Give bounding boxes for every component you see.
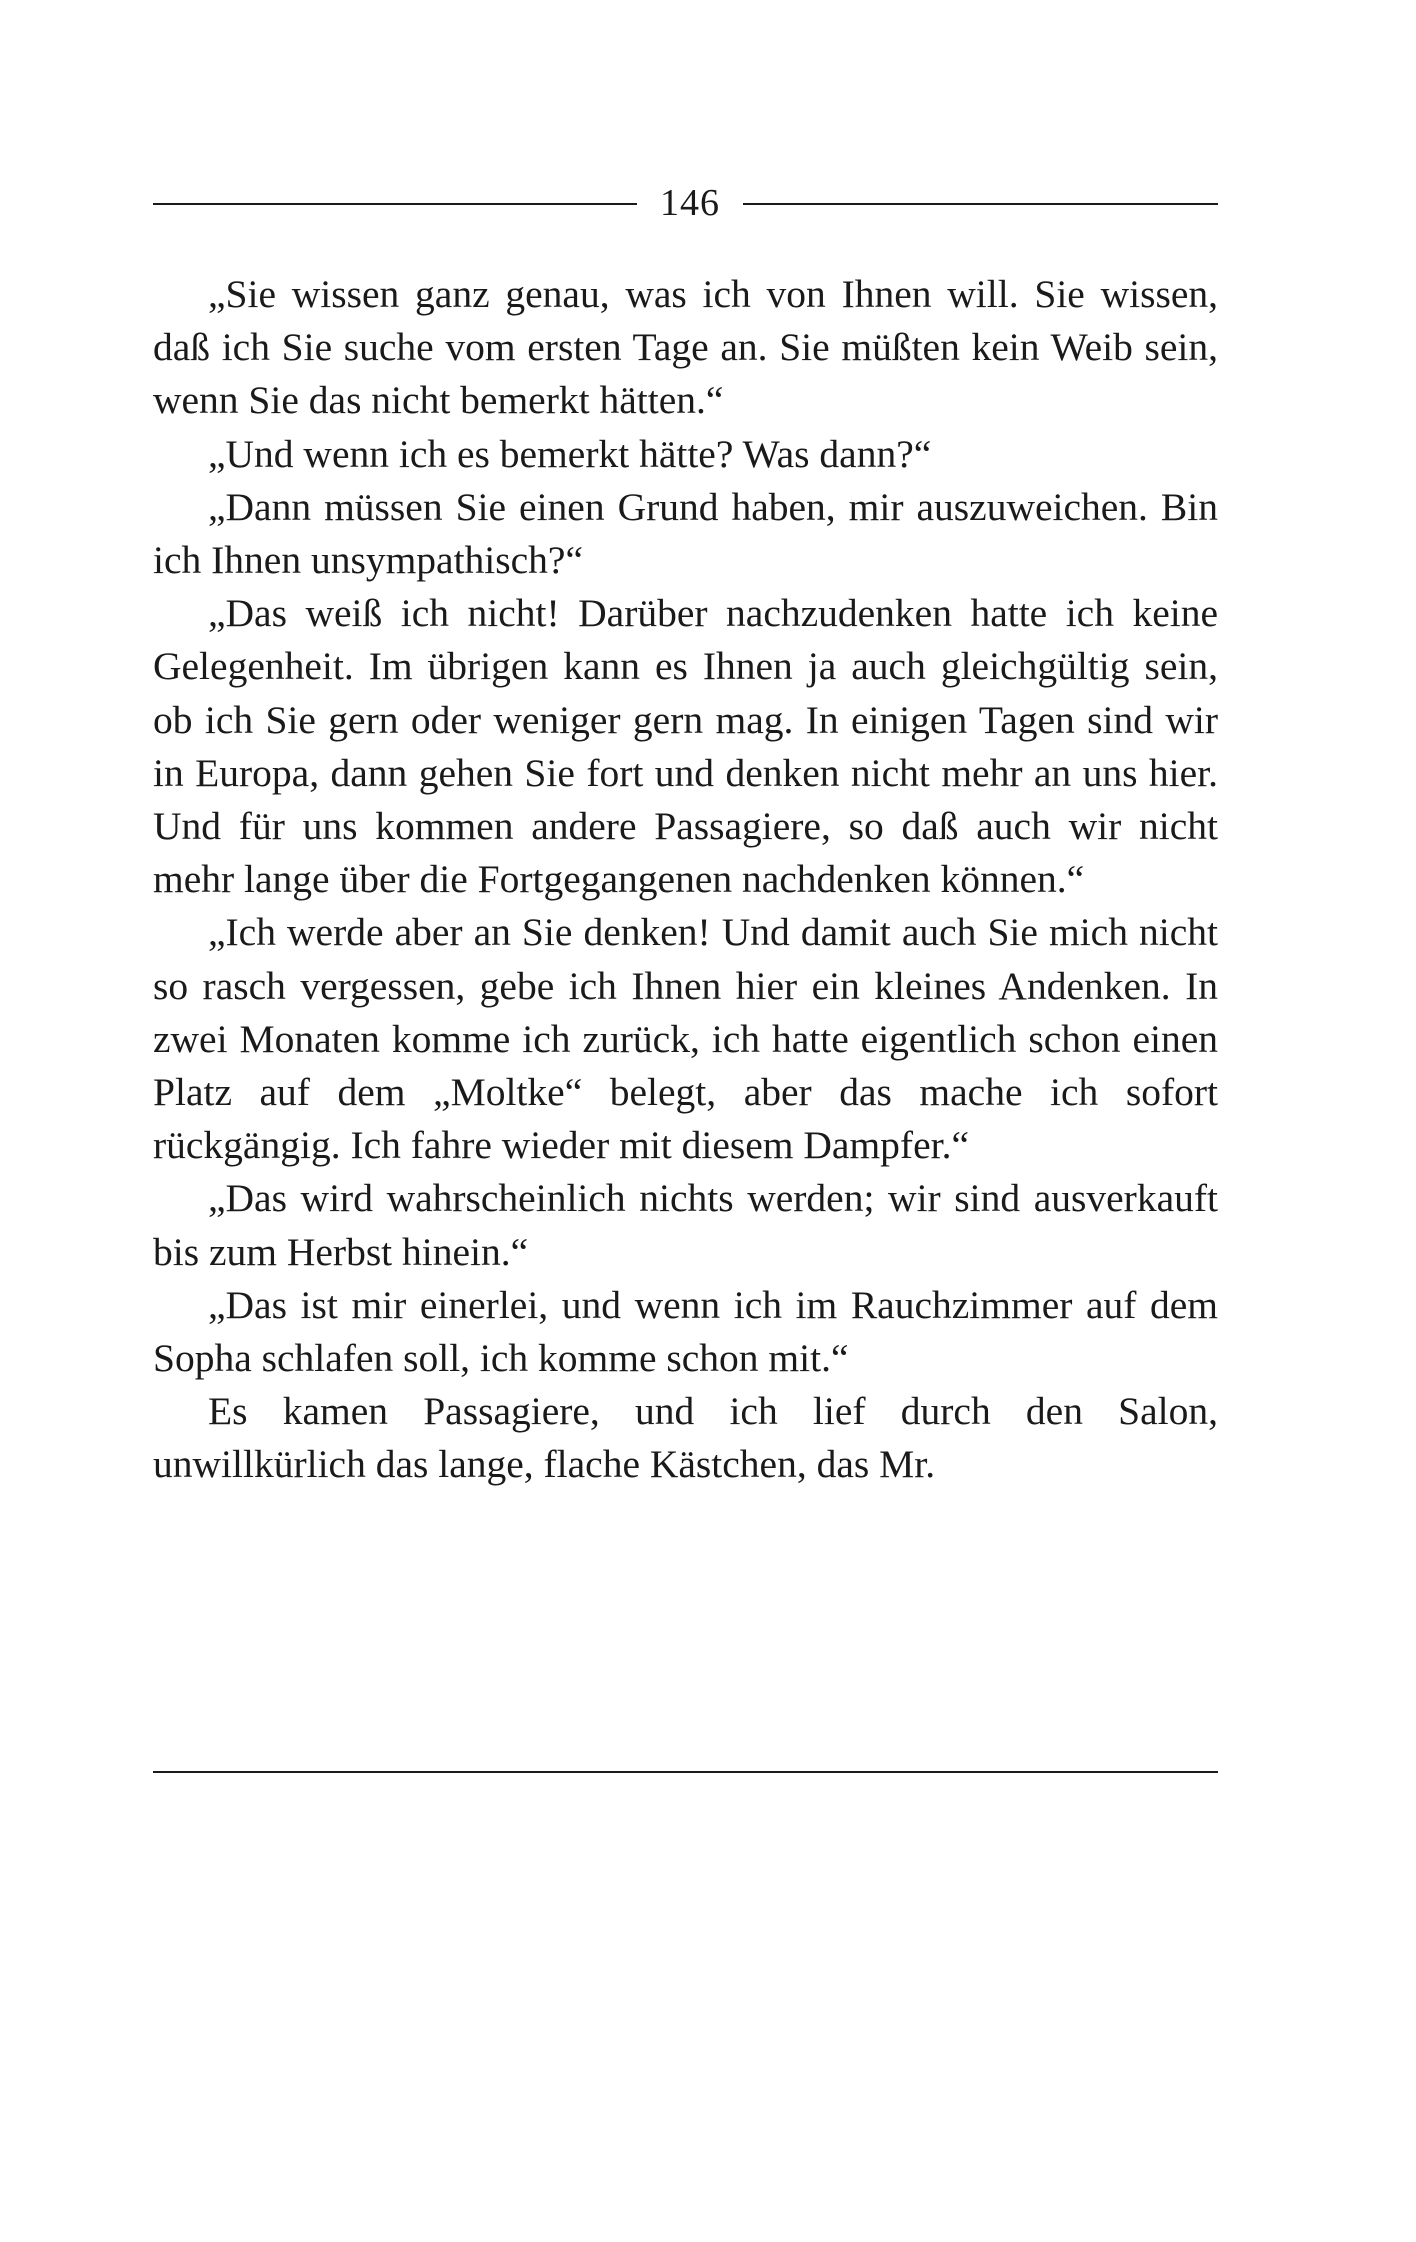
page-number: 146: [660, 182, 720, 224]
footer-rule: [153, 1771, 1218, 1773]
paragraph: „Dann müssen Sie einen Grund haben, mir auszuweichen. Bin ich Ihnen unsympathisch?“: [153, 484, 1218, 583]
paragraph: Es kamen Passagiere, und ich lief durch den Salon, unwillkürlich das lange, flache Kästchen, das Mr.: [153, 1389, 1218, 1487]
paragraph: „Das wird wahrscheinlich nichts werden; wir sind ausverkauft bis zum Herbst hinein.“: [153, 1176, 1218, 1274]
page-header: [153, 178, 1218, 228]
paragraph: „Sie wissen ganz genau, was ich von Ihnen will. Sie wissen, daß ich Sie suche vom ersten Tage an. Sie müßten kein Weib sein, wenn Sie das nicht bemerkt hätten.“: [153, 272, 1218, 423]
paragraph: „Ich werde aber an Sie denken! Und damit auch Sie mich nicht so rasch vergessen, gebe ich Ihnen hier ein kleines Andenken. In zwei Monaten komme ich zurück, ich hatte eigentlich schon einen Platz auf dem „Moltke“ belegt, aber das mache ich sofort rückgängig. Ich fahre wieder mit diesem Dampfer.“: [153, 910, 1218, 1168]
header-rule-right: [743, 203, 1218, 205]
body-text: [153, 268, 1218, 1492]
header-rule-left: [153, 203, 637, 205]
paragraph: „Das ist mir einerlei, und wenn ich im Rauchzimmer auf dem Sopha schlafen soll, ich komme schon mit.“: [153, 1282, 1218, 1381]
paragraph: „Das weiß ich nicht! Darüber nachzudenken hatte ich keine Gelegenheit. Im übrigen kann es Ihnen ja auch gleichgültig sein, ob ich Sie gern oder weniger gern mag. In einigen Tagen sind wir in Europa, dann gehen Sie fort und denken nicht mehr an uns hier. Und für uns kommen andere Passagiere, so daß auch wir nicht mehr lange über die Fortgegangenen nachdenken können.“: [153, 591, 1218, 902]
paragraph: „Und wenn ich es bemerkt hätte? Was dann?“: [208, 431, 932, 476]
